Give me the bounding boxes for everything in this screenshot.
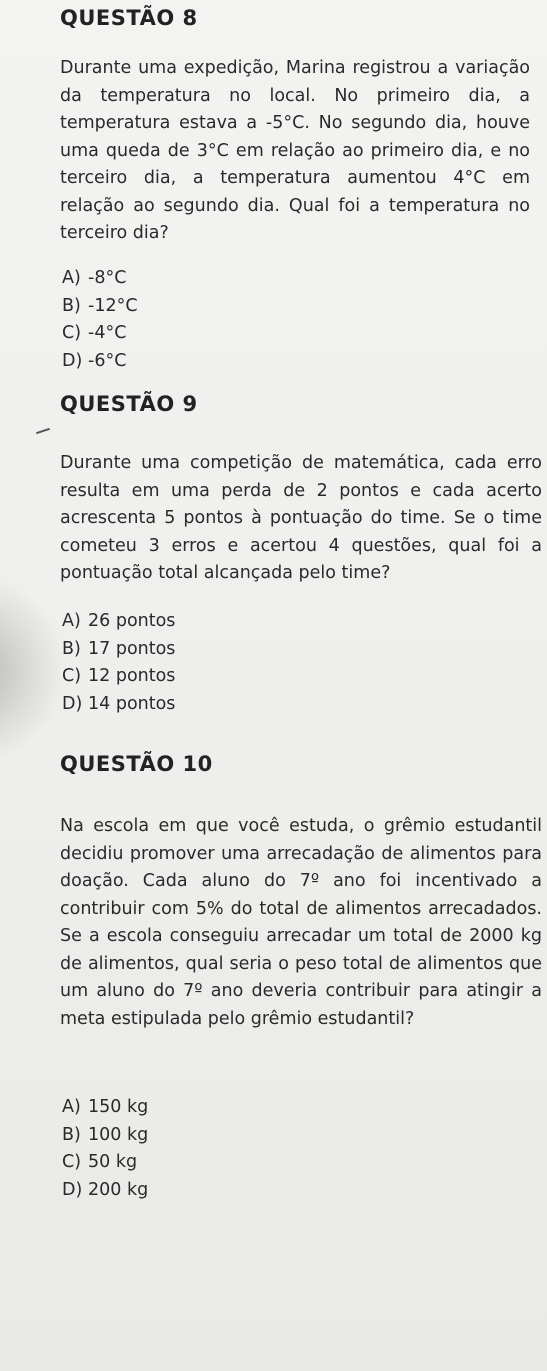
option-d[interactable]: D) -6°C	[62, 350, 127, 371]
question-9-heading: QUESTÃO 9	[60, 392, 198, 416]
option-d[interactable]: D) 14 pontos	[62, 693, 176, 714]
option-c[interactable]: C) 50 kg	[62, 1152, 138, 1172]
option-c[interactable]: C) 12 pontos	[62, 666, 176, 686]
question-8-options	[62, 265, 138, 375]
question-9-text: Durante uma competição de matemática, cada erro resulta em uma perda de 2 pontos e cada acerto acrescenta 5 pontos à pontuação do time. Se o time cometeu 3 erros e acertou 4 questões, qual foi a pontuação total alcançada pelo time?	[60, 453, 542, 583]
question-9-options	[62, 608, 175, 718]
finger-shadow	[0, 580, 60, 760]
question-8-heading: QUESTÃO 8	[60, 6, 198, 30]
option-b[interactable]: B) 100 kg	[62, 1124, 149, 1145]
question-8-text: Durante uma expedição, Marina registrou a variação da temperatura no local. No primeiro dia, a temperatura estava a -5°C. No segundo dia, houve uma queda de 3°C em relação ao primeiro dia, e no terceiro dia, a temperatura aumentou 4°C em relação ao segundo dia. Qual foi a temperatura no terceiro dia?	[60, 58, 530, 243]
question-10-heading: QUESTÃO 10	[60, 752, 213, 776]
question-10-options	[62, 1094, 148, 1204]
option-a[interactable]: A) -8°C	[62, 268, 127, 288]
option-a[interactable]: A) 150 kg	[62, 1097, 149, 1117]
question-10-text: Na escola em que você estuda, o grêmio estudantil decidiu promover uma arrecadação de alimentos para doação. Cada aluno do 7º ano foi incentivado a contribuir com 5% do total de alimentos arrecadados. Se a escola conseguiu arrecadar um total de 2000 kg de alimentos, qual seria o peso total de alimentos que um aluno do 7º ano deveria contribuir para atingir a meta estipulada pelo grêmio estudantil?	[60, 816, 542, 1029]
option-a[interactable]: A) 26 pontos	[62, 611, 176, 631]
option-b[interactable]: B) 17 pontos	[62, 638, 176, 659]
option-b[interactable]: B) -12°C	[62, 295, 138, 316]
option-c[interactable]: C) -4°C	[62, 323, 127, 343]
option-d[interactable]: D) 200 kg	[62, 1179, 149, 1200]
